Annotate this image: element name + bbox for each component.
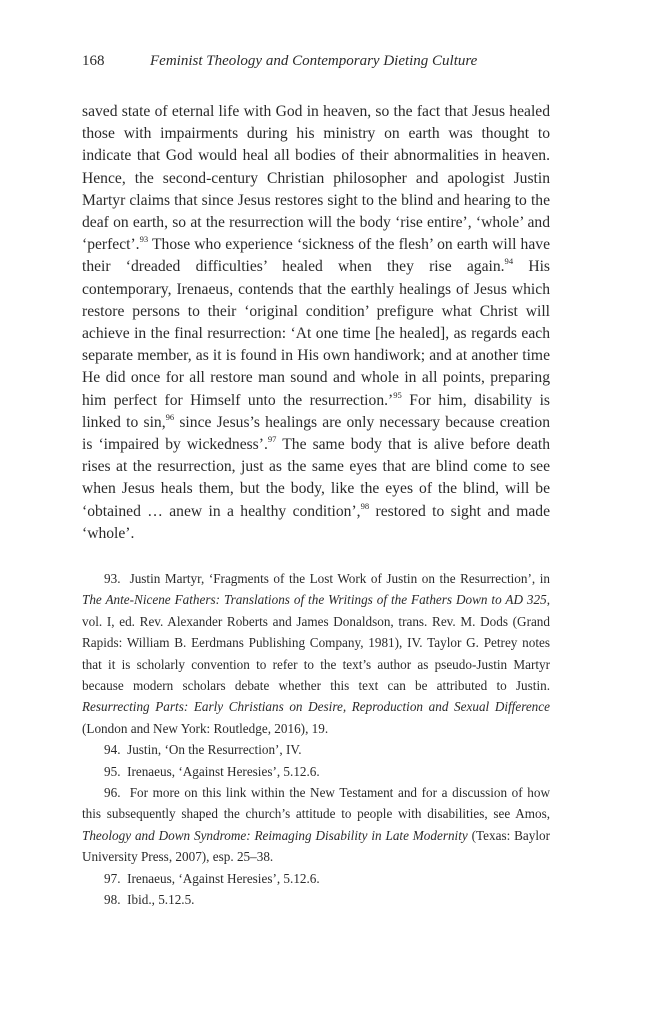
- page-number: 168: [82, 53, 105, 69]
- footnote-ref-96[interactable]: 96: [165, 411, 175, 422]
- footnote-96: [82, 782, 550, 868]
- body-paragraph: [82, 101, 550, 545]
- footnote-ref-98[interactable]: 98: [360, 500, 370, 511]
- footnote-ref-97[interactable]: 97: [267, 434, 277, 445]
- footnote-ref-95[interactable]: 95: [393, 389, 402, 400]
- footnote-94: 94. Justin, ‘On the Resurrection’, IV.: [104, 742, 302, 758]
- body-text-segment: The same body that is alive before death rises at the resurrection, just as the same eyes that are blind come to see when Jesus heals them, but the body, like the eyes of the blind, will be ‘obtained … anew in a healthy condition’,: [82, 436, 550, 520]
- footnote-ref-94[interactable]: 94: [504, 256, 514, 267]
- footnote-text: 93. Justin Martyr, ‘Fragments of the Lost Work of Justin on the Resurrection’, in: [104, 571, 550, 586]
- footnote-title: The Ante-Nicene Fathers: Translations of the Writings of the Fathers Down to AD 325: [82, 592, 547, 608]
- body-text-segment: restored to sight and made ‘whole’.: [82, 502, 550, 542]
- body-text-segment: His contemporary, Irenaeus, contends that the earthly healings of Jesus which restore persons to their ‘original condition’ prefigure what Christ will achieve in the final resurrection: ‘At one time [he healed], as regards each separate member, as it is found in His own handiwork; and at another time He did once for all restore man sound and whole in all points, preparing him perfect for Himself unto the resurrection.’: [82, 258, 551, 409]
- running-header: [82, 50, 552, 72]
- body-text-segment: Those who experience ‘sickness of the flesh’ on earth will have their ‘dreaded difficulties’ healed when they rise again.: [82, 236, 550, 276]
- footnote-title: Resurrecting Parts: Early Christians on Desire, Reproduction and Sexual Difference: [82, 699, 550, 715]
- footnote-97: 97. Irenaeus, ‘Against Heresies’, 5.12.6.: [104, 870, 320, 886]
- footnote-95: 95. Irenaeus, ‘Against Heresies’, 5.12.6.: [104, 763, 320, 779]
- footnote-text: , vol. I, ed. Rev. Alexander Roberts and James Donaldson, trans. Rev. M. Dods (Grand Rapids: William B. Eerdmans Publishing Company, 1981), IV. Taylor G. Petrey notes that it is scholarly convention to refer to the text’s author as pseudo-Justin Martyr because modern scholars debate whether this text can be attributed to Justin.: [82, 592, 550, 694]
- body-text-segment: saved state of eternal life with God in heaven, so the fact that Jesus healed those with impairments during his ministry on earth was thought to indicate that God would heal all bodies of their abnormalities in heaven. Hence, the second-century Christian philosopher and apologist Justin Martyr claims that since Jesus restores sight to the blind and hearing to the deaf on earth, so at the resurrection will the body ‘rise entire’, ‘whole’ and ‘perfect’.: [82, 103, 550, 254]
- body-text-segment: since Jesus’s healings are only necessary because creation is ‘impaired by wickedness’.: [82, 413, 550, 454]
- footnotes: [82, 568, 550, 911]
- body-text-segment: For him, disability is linked to sin,: [82, 391, 551, 431]
- footnote-title: Theology and Down Syndrome: Reimaging Disability in Late Modernity: [82, 827, 468, 843]
- footnote-98: 98. Ibid., 5.12.5.: [104, 892, 195, 908]
- footnote-ref-93[interactable]: 93: [139, 234, 149, 245]
- footnote-text: (Texas: Baylor University Press, 2007), esp. 25–38.: [82, 827, 551, 865]
- footnote-text: 96. For more on this link within the New Testament and for a discussion of how this subsequently shaped the church’s attitude to people with disabilities, see Amos,: [82, 785, 550, 822]
- footnote-text: (London and New York: Routledge, 2016), 19.: [82, 720, 329, 736]
- running-title: Feminist Theology and Contemporary Dieting Culture: [150, 53, 478, 69]
- footnote-93: [82, 568, 550, 739]
